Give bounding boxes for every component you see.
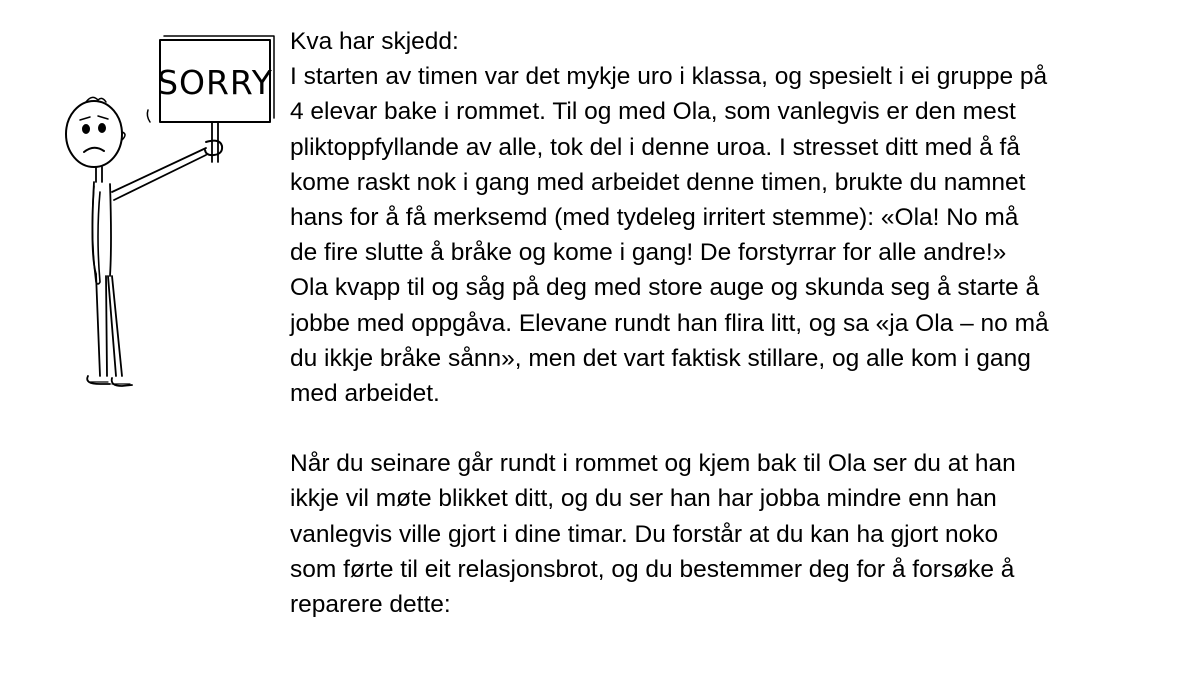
torso xyxy=(92,182,111,276)
text-line: vanlegvis ville gjort i dine timar. Du forstår at du kan ha gjort noko xyxy=(290,520,999,548)
sad-mouth xyxy=(84,148,104,152)
text-line: Kva har skjedd: xyxy=(290,28,459,55)
text-line: I starten av timen var det mykje uro i klassa, og spesielt i ei gruppe på xyxy=(290,63,1048,91)
text-line: de fire slutte å bråke og kome i gang! De forstyrrar for alle andre!» xyxy=(290,239,1007,267)
hanging-arm xyxy=(92,186,100,284)
sign-text: SORRY xyxy=(157,63,273,102)
scenario-text xyxy=(290,24,1170,622)
text-line: hans for å få merksemd (med tydeleg irritert stemme): «Ola! No må xyxy=(290,203,1019,231)
arm xyxy=(112,148,206,200)
text-line: kome raskt nok i gang med arbeidet denne timen, brukte du namnet xyxy=(290,168,1026,196)
text-line: jobbe med oppgåva. Elevane rundt han flira litt, og sa «ja Ola – no må xyxy=(290,309,1049,337)
text-line: med arbeidet. xyxy=(290,379,440,407)
text-line: som førte til eit relasjonsbrot, og du bestemmer deg for å forsøke å xyxy=(290,555,1015,583)
text-line: Ola kvapp til og såg på deg med store auge og skunda seg å starte å xyxy=(290,274,1040,302)
paragraph-what-happened xyxy=(290,24,1170,411)
stick-figure-drawing xyxy=(50,24,290,404)
head xyxy=(66,101,122,167)
text-line: ikkje vil møte blikket ditt, og du ser han har jobba mindre enn han xyxy=(290,485,997,513)
text-line: Når du seinare går rundt i rommet og kjem bak til Ola ser du at han xyxy=(290,450,1016,478)
text-line: reparere dette: xyxy=(290,591,451,618)
text-line: du ikkje bråke sånn», men det vart faktisk stillare, og alle kom i gang xyxy=(290,344,1031,372)
text-line: pliktoppfyllande av alle, tok del i denne uroa. I stresset ditt med å få xyxy=(290,133,1020,161)
paragraph-later xyxy=(290,446,1170,622)
paragraph-spacer xyxy=(290,411,1170,446)
hand xyxy=(205,141,222,155)
text-line: 4 elevar bake i rommet. Til og med Ola, som vanlegvis er den mest xyxy=(290,98,1016,126)
legs xyxy=(96,274,122,376)
sad-stick-figure-illustration xyxy=(50,24,290,404)
